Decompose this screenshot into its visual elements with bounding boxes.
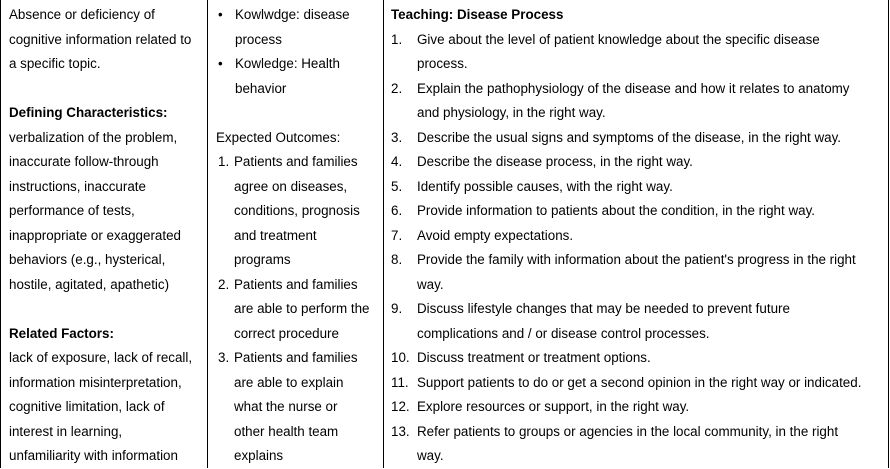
related-factors-line: unfamiliarity with information: [9, 448, 178, 463]
intervention-line: Discuss lifestyle changes that may be needed to prevent future: [417, 301, 790, 316]
defining-characteristics-line: inappropriate or exaggerated: [9, 227, 181, 243]
intervention-heading: Teaching: Disease Process: [391, 7, 564, 22]
defining-characteristics-line: inaccurate follow-through: [9, 154, 159, 169]
outcome-line: correct procedure: [234, 325, 339, 341]
intervention-number: 1.: [391, 31, 403, 47]
intervention-line: Support patients to do or get a second opinion in the right way or indicated.: [417, 374, 862, 390]
defining-characteristics-line: hostile, agitated, apathetic): [9, 276, 170, 292]
intervention-line: Describe the disease process, in the right way.: [417, 154, 693, 169]
bullet-marker: •: [218, 7, 223, 22]
intervention-line: process.: [417, 56, 468, 71]
nursing-outcome-line: behavior: [235, 80, 287, 96]
outcome-line: Patients and families: [234, 276, 358, 292]
outcome-line: are able to perform the: [234, 301, 370, 316]
outcome-number: 3.: [218, 350, 230, 365]
intervention-line: Explain the pathophysiology of the disease and how it relates to anatomy: [417, 80, 850, 96]
outcomes-column: [207, 0, 383, 468]
intervention-number: 5.: [391, 178, 403, 194]
intervention-number: 2.: [391, 80, 403, 96]
related-factors-line: information misinterpretation,: [9, 374, 182, 390]
intervention-line: complications and / or disease control processes.: [417, 325, 710, 341]
defining-characteristics-line: performance of tests,: [9, 203, 135, 218]
related-factors-line: interest in learning,: [9, 423, 123, 439]
outcome-number: 2.: [218, 276, 230, 292]
intervention-number: 13.: [391, 423, 410, 439]
outcome-line: Patients and families: [234, 154, 358, 169]
defining-characteristics-line: behaviors (e.g., hysterical,: [9, 252, 166, 267]
outcome-number: 1.: [218, 154, 230, 169]
definition-line: Absence or deficiency of: [9, 7, 155, 22]
intervention-number: 4.: [391, 154, 403, 169]
intervention-number: 8.: [391, 252, 403, 267]
table-right-border: [888, 0, 889, 468]
intervention-line: Describe the usual signs and symptoms of the disease, in the right way.: [417, 129, 842, 145]
expected-outcomes-heading: Expected Outcomes:: [216, 129, 341, 145]
outcome-line: what the nurse or: [234, 399, 338, 414]
definition-line: a specific topic.: [9, 56, 101, 71]
related-factors-line: lack of exposure, lack of recall,: [9, 350, 193, 365]
outcome-line: explains: [234, 448, 284, 463]
diagnosis-column: [0, 0, 207, 468]
intervention-line: Give about the level of patient knowledge about the specific disease: [417, 31, 820, 47]
intervention-line: way.: [417, 276, 444, 292]
interventions-column: [383, 0, 888, 468]
intervention-line: Discuss treatment or treatment options.: [417, 350, 651, 365]
intervention-line: Identify possible causes, with the right way.: [417, 178, 673, 194]
intervention-line: Refer patients to groups or agencies in the local community, in the right: [417, 423, 839, 439]
nursing-outcome-line: process: [235, 31, 282, 47]
intervention-line: Explore resources or support, in the right way.: [417, 399, 690, 414]
definition-line: cognitive information related to: [9, 31, 192, 47]
intervention-number: 6.: [391, 203, 403, 218]
intervention-line: Avoid empty expectations.: [417, 227, 574, 243]
bullet-marker: •: [218, 56, 223, 71]
outcome-line: programs: [234, 252, 291, 267]
defining-characteristics-line: instructions, inaccurate: [9, 178, 146, 194]
intervention-number: 10.: [391, 350, 410, 365]
defining-characteristics-line: verbalization of the problem,: [9, 129, 178, 145]
outcome-line: other health team: [234, 423, 339, 439]
nursing-outcome-line: Kowlwdge: disease: [235, 7, 350, 22]
intervention-number: 12.: [391, 399, 410, 414]
intervention-number: 3.: [391, 129, 403, 145]
intervention-number: 9.: [391, 301, 403, 316]
intervention-line: Provide the family with information about the patient's progress in the right: [417, 252, 856, 267]
intervention-line: and physiology, in the right way.: [417, 105, 606, 120]
nursing-outcome-line: Kowledge: Health: [235, 56, 340, 71]
outcome-line: are able to explain: [234, 374, 344, 390]
intervention-line: way.: [417, 448, 444, 463]
related-factors-heading: Related Factors:: [9, 325, 114, 341]
outcome-line: agree on diseases,: [234, 178, 348, 194]
outcome-line: Patients and families: [234, 350, 358, 365]
outcome-line: conditions, prognosis: [234, 203, 360, 218]
related-factors-line: cognitive limitation, lack of: [9, 399, 165, 414]
intervention-number: 7.: [391, 227, 403, 243]
intervention-number: 11.: [391, 374, 409, 390]
intervention-line: Provide information to patients about the condition, in the right way.: [417, 203, 815, 218]
outcome-line: and treatment: [234, 227, 317, 243]
defining-characteristics-heading: Defining Characteristics:: [9, 105, 168, 120]
